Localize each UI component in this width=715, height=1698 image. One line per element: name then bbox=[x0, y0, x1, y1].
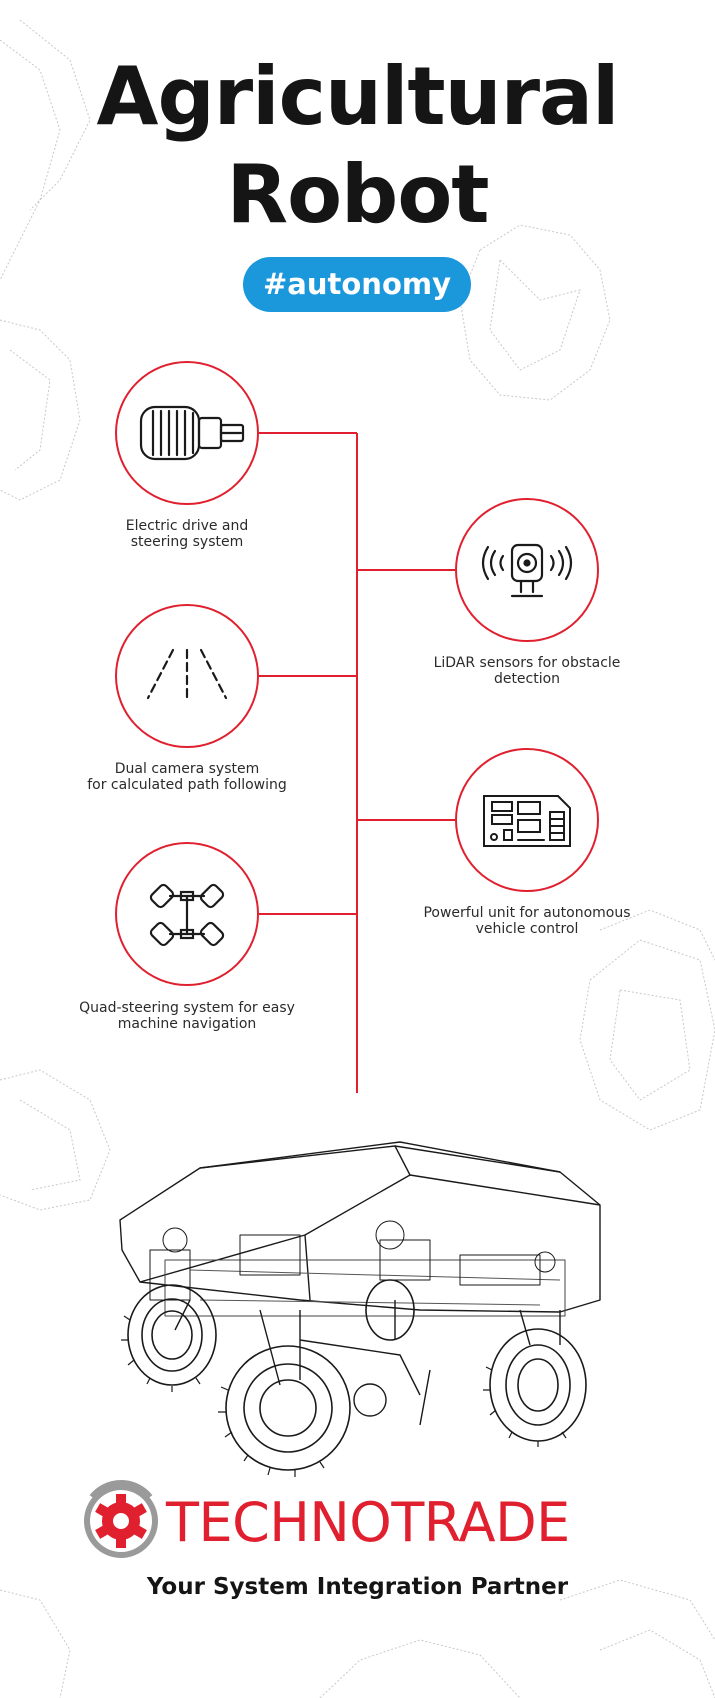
feature-label-lanes-line2: for calculated path following bbox=[87, 777, 287, 793]
feature-label-lidar-line2: detection bbox=[493, 671, 561, 687]
feature-label-steering-line1: Quad-steering system for easy bbox=[79, 1000, 295, 1016]
hashtag-badge: #autonomy bbox=[243, 257, 471, 312]
feature-label-board-line1: Powerful unit for autonomous bbox=[423, 905, 631, 921]
feature-label-lanes-line1: Dual camera system bbox=[114, 761, 260, 777]
feature-label-board-line2: vehicle control bbox=[475, 921, 579, 937]
title-line-2: Robot bbox=[226, 148, 489, 241]
brand-tagline: Your System Integration Partner bbox=[146, 1574, 569, 1600]
feature-label-lidar-line1: LiDAR sensors for obstacle bbox=[433, 655, 621, 671]
title-line-1: Agricultural bbox=[96, 50, 619, 143]
feature-label-motor-line2: steering system bbox=[130, 534, 244, 550]
feature-label-steering-line2: machine navigation bbox=[117, 1016, 257, 1032]
brand-name: TECHNOTRADE bbox=[166, 1491, 570, 1554]
feature-label-motor-line1: Electric drive and bbox=[125, 518, 249, 534]
